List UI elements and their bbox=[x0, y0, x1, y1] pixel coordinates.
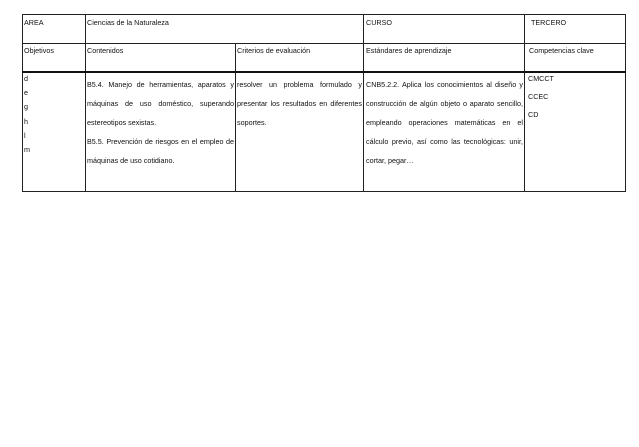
curso-label: CURSO bbox=[364, 15, 525, 44]
estandares-cell bbox=[364, 72, 525, 192]
objetivo-item: m bbox=[24, 144, 30, 154]
competencia-item: CCEC bbox=[528, 92, 549, 101]
curriculum-table bbox=[22, 14, 626, 192]
contenidos-text bbox=[87, 75, 234, 170]
column-estandares: Estándares de aprendizaje bbox=[364, 44, 525, 73]
content-row bbox=[23, 72, 626, 192]
contenido-item: B5.5. Prevención de riesgos en el empleo de máquinas de uso cotidiano. bbox=[87, 137, 234, 165]
estandares-text: CNB5.2.2. Aplica los conocimientos al diseño y construcción de algún objeto o aparato sencillo, empleando operaciones matemáticas en el cálculo previo, así como las tecnológicas: unir, cortar, pegar… bbox=[366, 80, 523, 165]
contenido-item: B5.4. Manejo de herramientas, aparatos y máquinas de uso doméstico, superando estereotipos sexistas. bbox=[87, 80, 234, 127]
header-row bbox=[23, 15, 626, 44]
competencia-item: CMCCT bbox=[528, 74, 554, 83]
objetivo-item: d bbox=[24, 74, 28, 83]
column-competencias: Competencias clave bbox=[525, 44, 626, 73]
objetivos-cell bbox=[23, 72, 86, 192]
criterios-cell bbox=[236, 72, 364, 192]
competencias-list bbox=[526, 75, 624, 129]
objetivos-list bbox=[24, 75, 84, 160]
contenidos-cell bbox=[86, 72, 236, 192]
column-contenidos: Contenidos bbox=[86, 44, 236, 73]
criterios-text: resolver un problema formulado y presentar los resultados en diferentes soportes. bbox=[237, 80, 362, 127]
objetivo-item: h bbox=[24, 116, 28, 126]
competencias-cell bbox=[525, 72, 626, 192]
area-value: Ciencias de la Naturaleza bbox=[86, 15, 364, 44]
objetivo-item: g bbox=[24, 102, 28, 112]
curso-value: TERCERO bbox=[525, 15, 626, 44]
area-label: AREA bbox=[23, 15, 86, 44]
objetivo-item: l bbox=[24, 130, 26, 140]
column-objetivos: Objetivos bbox=[23, 44, 86, 73]
column-header-row bbox=[23, 44, 626, 73]
column-criterios: Criterios de evaluación bbox=[236, 44, 364, 73]
objetivo-item: e bbox=[24, 88, 28, 98]
competencia-item: CD bbox=[528, 110, 539, 119]
